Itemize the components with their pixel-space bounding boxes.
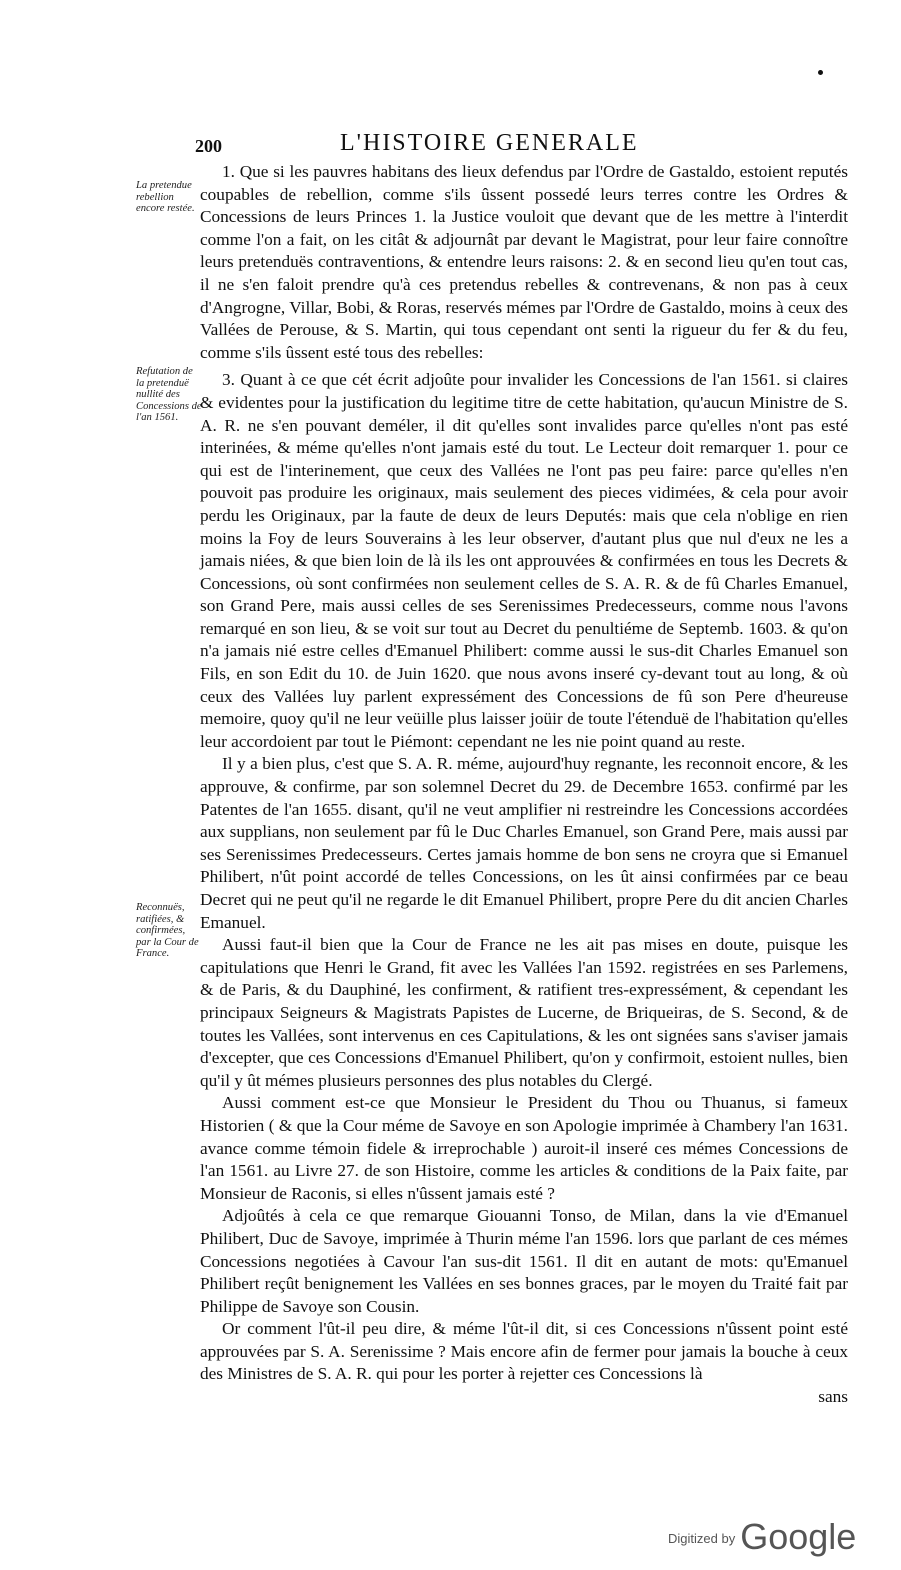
catchword: sans: [818, 1387, 848, 1407]
watermark-prefix: Digitized by: [668, 1531, 736, 1546]
body-text: [200, 161, 848, 1409]
margin-note: Reconnuës, ratifiées, & confirmées, par la Cour de France.: [136, 902, 199, 960]
paragraph: 1. Que si les pauvres habitans des lieux defendus par l'Ordre de Gastaldo, estoient reputés coupables de rebellion, comme s'ils ûssent possedé leurs terres contre les Ordres & Concessions de leurs Princes 1. la Justice vouloit que devant que de les mettre à l'interdit comme l'on a fait, on les citât & adjournât par devant le Magistrat, pour leur faire connoître leurs pretenduës contraventions, & entendre leurs raisons: 2. & en second lieu qu'en tout cas, il ne s'en faloit prendre qu'à ces pretendus rebelles & contrevenans, & non pas à ceux d'Angrogne, Villar, Bobi, & Roras, reservés mémes par l'Ordre de Gastaldo, moins à ceux des Vallées de Perouse, & S. Martin, qui tous cependant ont senti la rigueur du fer & du feu, comme s'ils ûssent esté tous des rebelles:: [200, 162, 848, 362]
digitization-watermark: [668, 1516, 856, 1558]
paragraph: Il y a bien plus, c'est que S. A. R. méme, aujourd'huy regnante, les reconnoit encore, & les approuve, & confirme, par son solemnel Decret du 29. de Decembre 1653. confirmé par les Patentes de l'an 1655. disant, qu'il ne veut amplifier ni restreindre les Concessions accordées aux supplians, non seulement par fû le Duc Charles Emanuel, son Grand Pere, mais aussi par ses Serenissimes Predecesseurs. Certes jamais homme de bon sens ne croyra que si Emanuel Philibert, n'ût point accordé de telles Concessions, on les ût ainsi confirmées par ce beau Decret qui ne peut qu'il ne regarde le dit Emanuel Philibert, propre Pere du dit ancien Charles Emanuel.: [200, 754, 848, 932]
margin-note: Refutation de la pretenduë nullité des Concessions de l'an 1561.: [136, 366, 202, 424]
google-logo: Google: [740, 1516, 857, 1557]
paragraph: Aussi comment est-ce que Monsieur le President du Thou ou Thuanus, si fameux Historien ( & que la Cour méme de Savoye en son Apologie imprimée à Chambery l'an 1631. avance comme témoin fidele & irreprochable ) auroit-il inseré ces mémes Concessions de l'an 1561. au Livre 27. de son Histoire, comme les articles & conditions de la Paix faite, par Monsieur de Raconis, si elles n'ûssent jamais esté ?: [200, 1093, 848, 1203]
running-title: L'HISTOIRE GENERALE: [340, 130, 639, 156]
ink-spot: [818, 70, 823, 75]
paragraph: Aussi faut-il bien que la Cour de France ne les ait pas mises en doute, puisque les capitulations que Henri le Grand, fit avec les Vallées l'an 1592. registrées en ses Parlemens, & de Paris, & du Dauphiné, les confirment, & ratifient tres-expressément, & cependant les principaux Seigneurs & Magistrats Papistes de Lucerne, de Briqueiras, de S. Second, & de toutes les Vallées, sont intervenus en ces Capitulations, & les ont signées sans s'aviser jamais d'excepter, que ces Concessions d'Emanuel Philibert, qu'on y confirmoit, estoient nulles, bien qu'il y ût mémes plusieurs personnes des plus notables du Clergé.: [200, 935, 848, 1090]
paragraph: Or comment l'ût-il peu dire, & méme l'ût-il dit, si ces Concessions n'ûssent point esté approuvées par S. A. Serenissime ? Mais encore afin de fermer pour jamais la bouche à ceux des Ministres de S. A. R. qui pour les porter à rejetter ces Concessions là: [200, 1319, 848, 1384]
page-header: [195, 132, 855, 160]
paragraph: 3. Quant à ce que cét écrit adjoûte pour invalider les Concessions de l'an 1561. si claires & evidentes pour la justification du legitime titre de cette habitation, qu'aucun Ministre de S. A. R. ne s'en pouvant deméler, il dit qu'elles sont invalides parce qu'elles n'ont pas esté interinées, & méme qu'elles n'ont jamais esté du tout. Le Lecteur doit remarquer 1. pour ce qui est de l'interinement, que ceux des Vallées ne l'ont pas peu faire: parce qu'elles n'en pouvoit pas produire les originaux, mais seulement des pieces vidimées, & cela pour avoir perdu les Originaux, par la faute de deux de leurs Deputés: mais que cela n'oblige en rien moins la Foy de leurs Souverains à les leur observer, d'autant plus que nul d'eux ne les a jamais niées, & que bien loin de là ils les ont approuvées & confirmées en tous les Decrets & Concessions, où sont confirmées non seulement celles de S. A. R. & de fû Charles Emanuel, son Grand Pere, mais aussi celles de ses Serenissimes Predecesseurs, comme nous l'avons remarqué en son lieu, & se voit sur tout au Decret du penultiéme de Septemb. 1603. & qu'on n'a jamais nié estre celles d'Emanuel Philibert: comme aussi le sus-dit Charles Emanuel son Fils, en son Edit du 10. de Juin 1620. que nous avons inseré cy-devant tout au long, & où ceux des Vallées luy parlent expressément des Concessions de fû son Pere d'heureuse memoire, quoy qu'il ne leur veüille plus laisser joüir de toute l'étenduë de l'habitation qu'elles leur accordoient par tout le Piémont: cependant ne les nie point quand au reste.: [200, 370, 848, 751]
margin-note: La pretendue rebellion encore restée.: [136, 180, 195, 215]
page-number: 200: [195, 136, 222, 156]
paragraph: Adjoûtés à cela ce que remarque Giouanni Tonso, de Milan, dans la vie d'Emanuel Philibert, Duc de Savoye, imprimée à Thurin méme l'an 1596. lors que parlant de ces mémes Concessions negotiées à Cavour l'an sus-dit 1561. Il dit en autant de mots: qu'Emanuel Philibert reçût benignement les Vallées en ses bonnes graces, par le moyen du Traité fait par Philippe de Savoye son Cousin.: [200, 1206, 848, 1316]
